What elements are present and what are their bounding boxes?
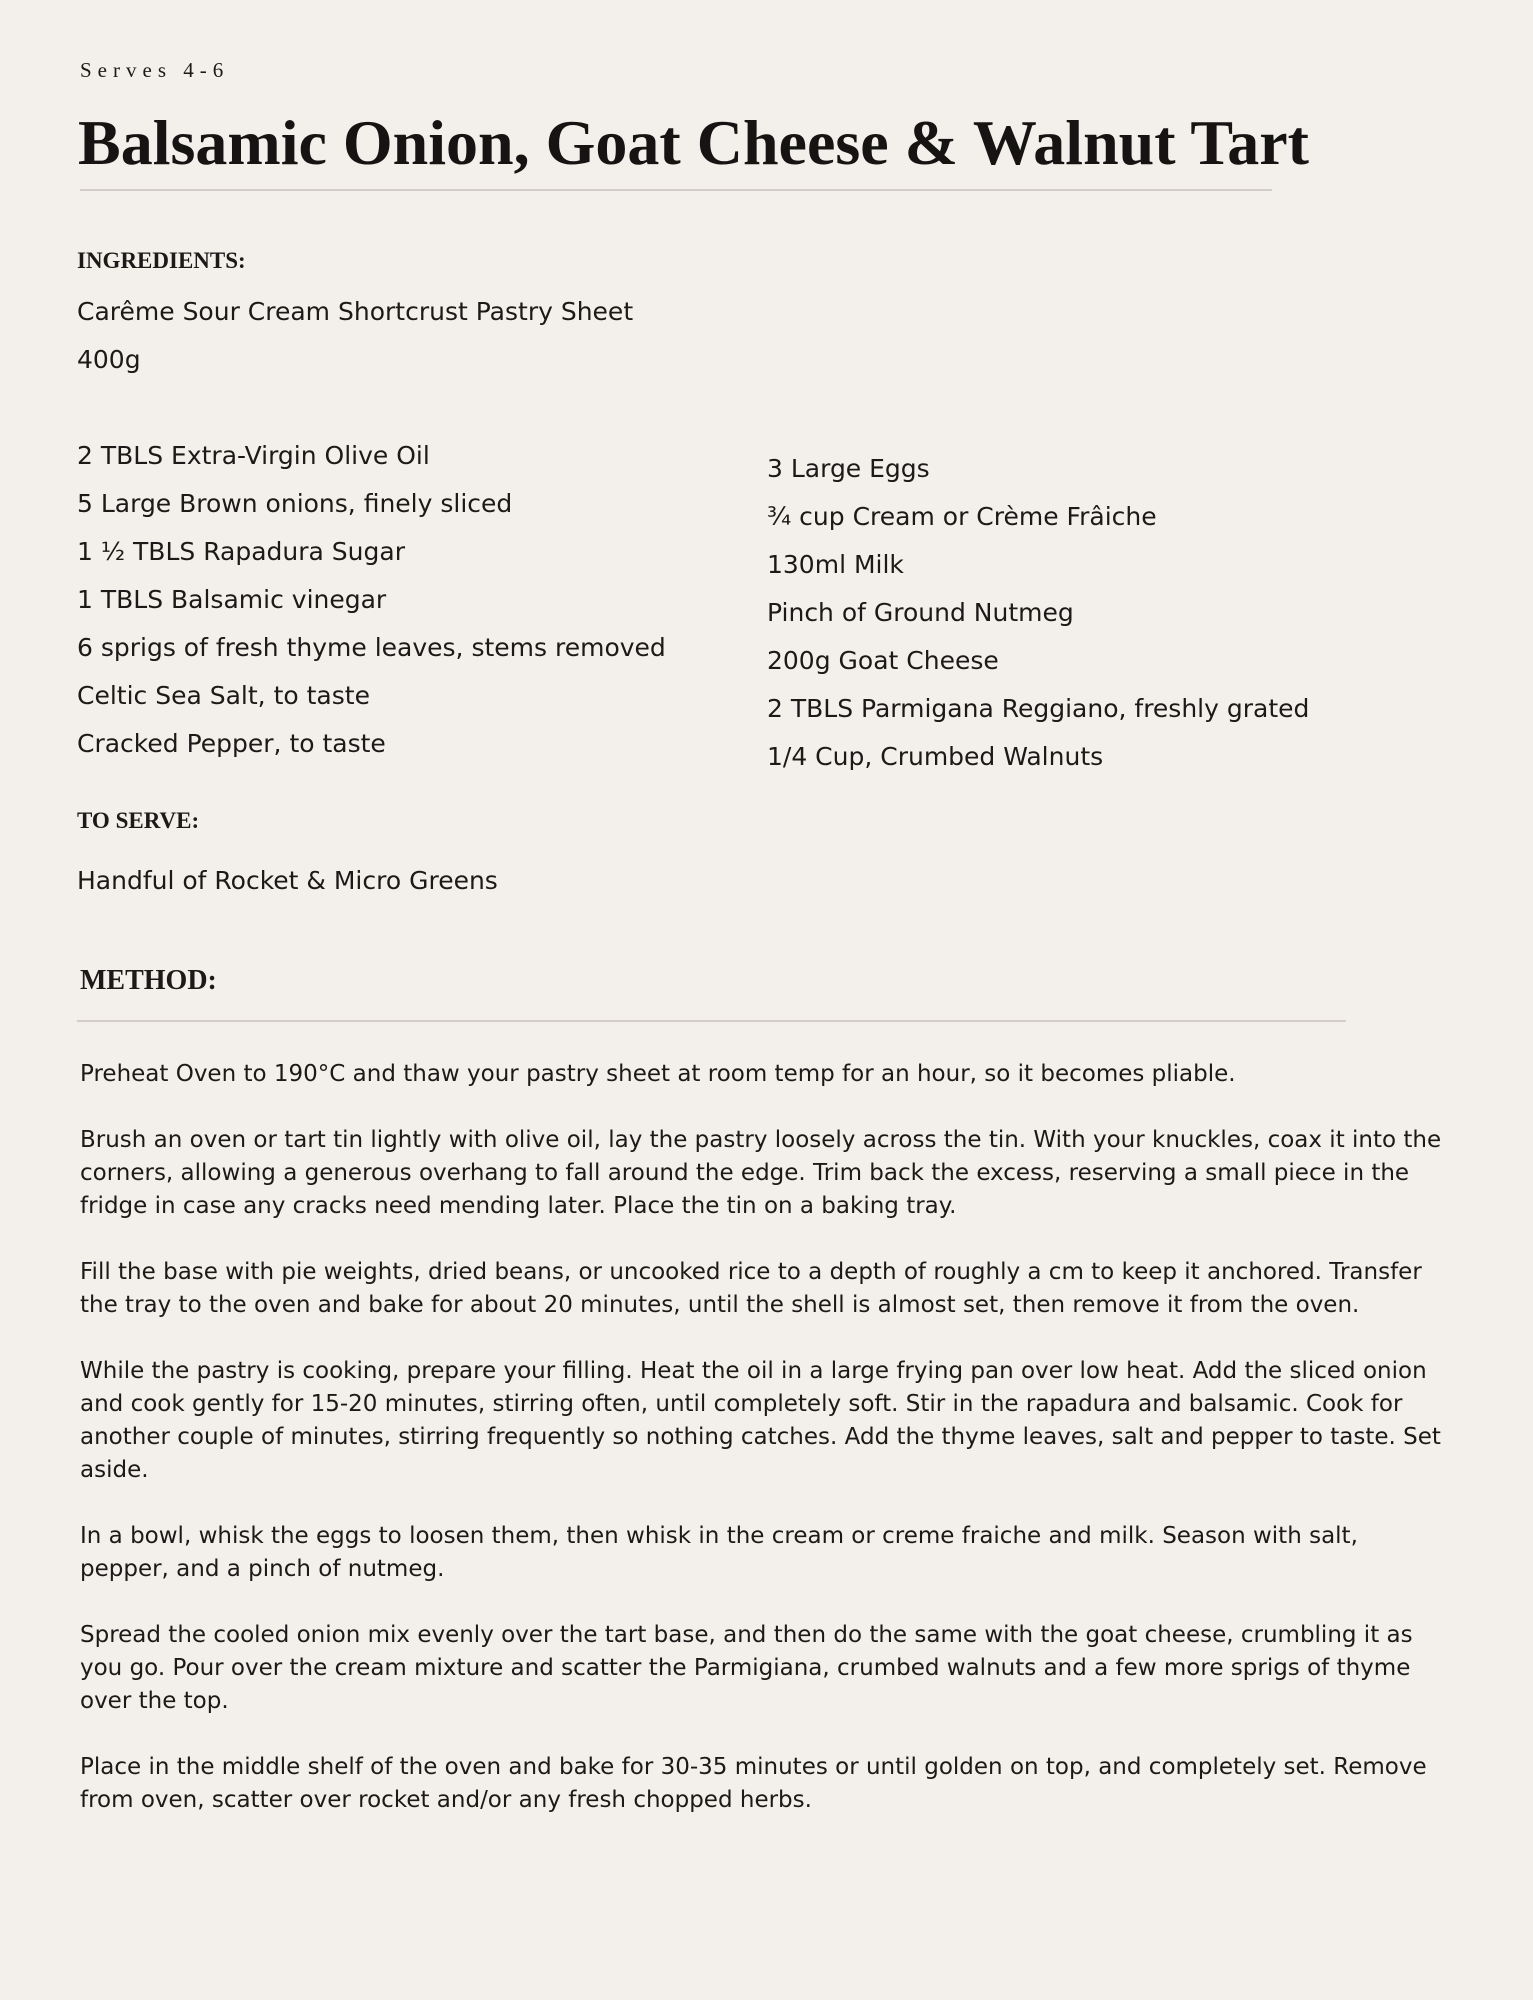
ingredient-item: Pinch of Ground Nutmeg bbox=[767, 598, 1074, 627]
ingredients-list-left bbox=[77, 432, 666, 768]
method-step: Brush an oven or tart tin lightly with olive oil, lay the pastry loosely across the tin. With your knuckles, coax it into the corners, allowing a generous overhang to fall around the edge. Trim back the excess, reserving a small piece in the fridge in case any cracks need mending later. Place the tin on a baking tray. bbox=[80, 1127, 1442, 1219]
recipe-title: Balsamic Onion, Goat Cheese & Walnut Tart bbox=[78, 107, 1309, 178]
method-step: Preheat Oven to 190°C and thaw your pastry sheet at room temp for an hour, so it becomes pliable. bbox=[80, 1061, 1236, 1087]
ingredient-item: 1 TBLS Balsamic vinegar bbox=[77, 585, 387, 614]
ingredient-item: Celtic Sea Salt, to taste bbox=[77, 681, 370, 710]
ingredient-item: 6 sprigs of fresh thyme leaves, stems removed bbox=[77, 633, 666, 662]
method-step: While the pastry is cooking, prepare your filling. Heat the oil in a large frying pan over low heat. Add the sliced onion and cook gently for 15-20 minutes, stirring often, until completely soft. Stir in the rapadura and balsamic. Cook for another couple of minutes, stirring frequently so nothing catches. Add the thyme leaves, salt and pepper to taste. Set aside. bbox=[80, 1358, 1441, 1483]
title-divider bbox=[80, 189, 1272, 191]
method-heading: METHOD: bbox=[80, 965, 217, 996]
to-serve-item: Handful of Rocket & Micro Greens bbox=[77, 866, 498, 895]
pastry-name: Carême Sour Cream Shortcrust Pastry Sheet bbox=[77, 297, 634, 326]
ingredient-item: 5 Large Brown onions, finely sliced bbox=[77, 489, 513, 518]
ingredient-item: 1/4 Cup, Crumbed Walnuts bbox=[767, 742, 1104, 771]
method-step: Place in the middle shelf of the oven and bake for 30-35 minutes or until golden on top, and completely set. Remove from oven, scatter over rocket and/or any fresh chopped herbs. bbox=[80, 1754, 1427, 1813]
ingredient-item: 2 TBLS Extra-Virgin Olive Oil bbox=[77, 441, 430, 470]
ingredient-item: ¾ cup Cream or Crème Frâiche bbox=[767, 502, 1157, 531]
method-step: In a bowl, whisk the eggs to loosen them, then whisk in the cream or creme fraiche and milk. Season with salt, pepper, and a pinch of nutmeg. bbox=[80, 1523, 1358, 1582]
to-serve-heading: TO SERVE: bbox=[77, 808, 200, 833]
ingredient-item: 3 Large Eggs bbox=[767, 454, 930, 483]
method-step: Spread the cooled onion mix evenly over the tart base, and then do the same with the goat cheese, crumbling it as you go. Pour over the cream mixture and scatter the Parmigiana, crumbed walnuts and a few more sprigs of thyme over the top. bbox=[80, 1622, 1413, 1714]
ingredient-item: 130ml Milk bbox=[767, 550, 904, 579]
method-divider bbox=[77, 1020, 1346, 1022]
ingredients-list-right bbox=[767, 445, 1309, 781]
ingredient-item: 1 ½ TBLS Rapadura Sugar bbox=[77, 537, 405, 566]
pastry-weight: 400g bbox=[77, 345, 141, 374]
method-steps bbox=[80, 1058, 1450, 1850]
method-step: Fill the base with pie weights, dried beans, or uncooked rice to a depth of roughly a cm to keep it anchored. Transfer the tray to the oven and bake for about 20 minutes, until the shell is almost set, then remove it from the oven. bbox=[80, 1259, 1422, 1318]
ingredient-item: Cracked Pepper, to taste bbox=[77, 729, 386, 758]
ingredient-item: 200g Goat Cheese bbox=[767, 646, 999, 675]
serves-label: Serves 4-6 bbox=[80, 58, 230, 82]
ingredient-item: 2 TBLS Parmigana Reggiano, freshly grated bbox=[767, 694, 1310, 723]
ingredients-heading: INGREDIENTS: bbox=[77, 248, 246, 273]
